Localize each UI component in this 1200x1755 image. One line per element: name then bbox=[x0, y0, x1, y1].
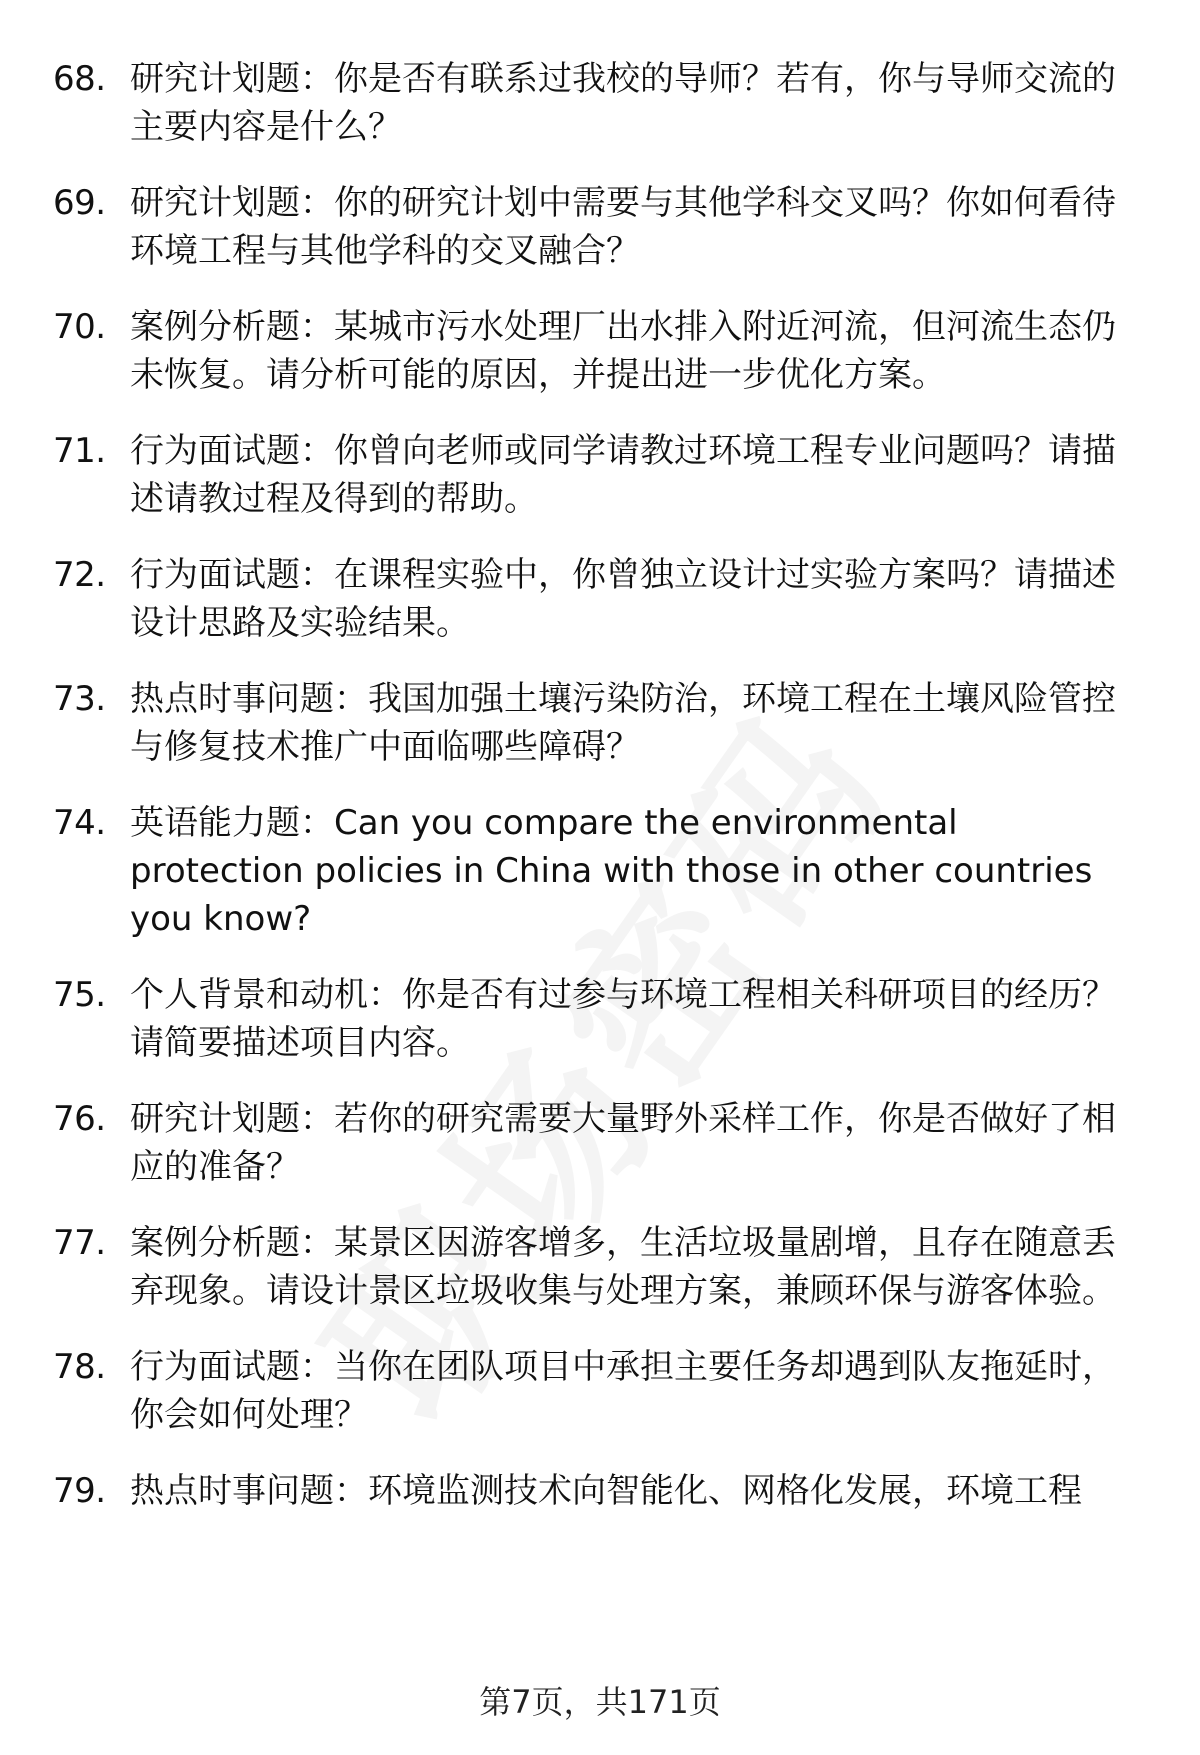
question-item-72 bbox=[0, 551, 1200, 647]
question-number: 72. bbox=[53, 555, 106, 595]
question-text: 案例分析题：某景区因游客增多，生活垃圾量剧增，且存在随意丢弃现象。请设计景区垃圾收集与处理方案，兼顾环保与游客体验。 bbox=[130, 1223, 1116, 1311]
question-text: 研究计划题：若你的研究需要大量野外采样工作，你是否做好了相应的准备？ bbox=[130, 1099, 1116, 1187]
question-text: 个人背景和动机：你是否有过参与环境工程相关科研项目的经历？请简要描述项目内容。 bbox=[130, 975, 1116, 1063]
question-number: 79. bbox=[53, 1471, 106, 1511]
question-text: 研究计划题：你是否有联系过我校的导师？若有，你与导师交流的主要内容是什么？ bbox=[130, 59, 1116, 147]
question-number: 69. bbox=[53, 183, 106, 223]
question-text: 热点时事问题：环境监测技术向智能化、网格化发展，环境工程 bbox=[130, 1471, 1082, 1511]
question-text: 行为面试题：你曾向老师或同学请教过环境工程专业问题吗？请描述请教过程及得到的帮助。 bbox=[130, 431, 1116, 519]
question-list bbox=[0, 55, 1200, 1543]
question-item-75 bbox=[0, 971, 1200, 1067]
question-number: 78. bbox=[53, 1347, 106, 1387]
question-number: 77. bbox=[53, 1223, 106, 1263]
question-number: 76. bbox=[53, 1099, 106, 1139]
question-item-71 bbox=[0, 427, 1200, 523]
question-text: 案例分析题：某城市污水处理厂出水排入附近河流，但河流生态仍未恢复。请分析可能的原因，并提出进一步优化方案。 bbox=[130, 307, 1116, 395]
question-item-73 bbox=[0, 675, 1200, 771]
question-number: 75. bbox=[53, 975, 106, 1015]
question-item-78 bbox=[0, 1343, 1200, 1439]
question-item-69 bbox=[0, 179, 1200, 275]
question-text: 行为面试题：当你在团队项目中承担主要任务却遇到队友拖延时，你会如何处理？ bbox=[130, 1347, 1116, 1435]
question-item-68 bbox=[0, 55, 1200, 151]
page-footer bbox=[0, 1680, 1200, 1724]
page-number-label: 第7页，共171页 bbox=[479, 1683, 721, 1721]
question-item-70 bbox=[0, 303, 1200, 399]
question-number: 71. bbox=[53, 431, 106, 471]
question-number: 70. bbox=[53, 307, 106, 347]
question-number: 68. bbox=[53, 59, 106, 99]
question-number: 73. bbox=[53, 679, 106, 719]
question-text: 研究计划题：你的研究计划中需要与其他学科交叉吗？你如何看待环境工程与其他学科的交叉融合？ bbox=[130, 183, 1116, 271]
question-item-74 bbox=[0, 799, 1200, 943]
question-item-79 bbox=[0, 1467, 1200, 1515]
question-text: 英语能力题：Can you compare the environmental protection policies in China with those in other countries you know? bbox=[130, 803, 1093, 939]
question-number: 74. bbox=[53, 803, 106, 843]
question-text: 热点时事问题：我国加强土壤污染防治，环境工程在土壤风险管控与修复技术推广中面临哪些障碍？ bbox=[130, 679, 1116, 767]
question-item-77 bbox=[0, 1219, 1200, 1315]
question-item-76 bbox=[0, 1095, 1200, 1191]
question-text: 行为面试题：在课程实验中，你曾独立设计过实验方案吗？请描述设计思路及实验结果。 bbox=[130, 555, 1116, 643]
